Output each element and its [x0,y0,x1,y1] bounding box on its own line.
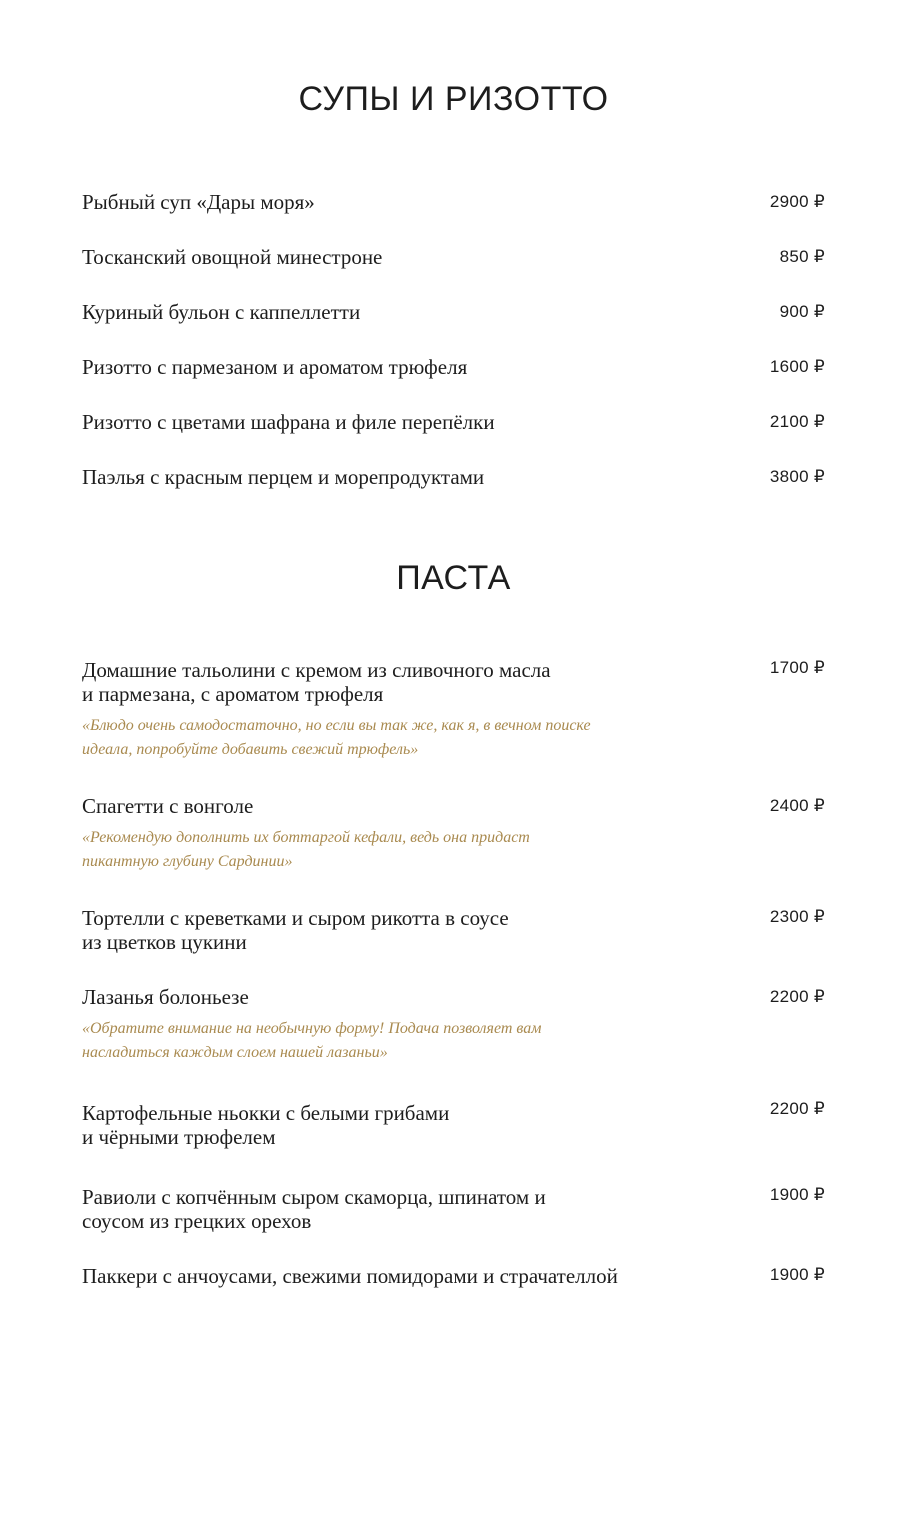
item-name: Ризотто с пармезаном и ароматом трюфеля [82,355,468,379]
section-title-soups: СУПЫ И РИЗОТТО [298,80,609,118]
menu-item [82,190,825,214]
price: 1600 ₽ [769,357,825,376]
item-name-line: соусом из грецких орехов [82,1209,312,1233]
menu-item [82,355,825,379]
item-name: Куриный бульон с каппеллетти [82,300,361,324]
menu-item [82,906,825,954]
menu-item [82,658,825,762]
item-name: Паэлья с красным перцем и морепродуктами [82,465,485,489]
price: 2100 ₽ [769,412,825,431]
item-name-line: Тортелли с креветками и сыром рикотта в соусе [82,906,509,930]
price: 1700 ₽ [769,658,825,677]
item-name-line: из цветков цукини [82,930,247,954]
menu-item [82,465,825,489]
menu-item [82,300,825,324]
item-name: Ризотто с цветами шафрана и филе перепёлки [82,410,495,434]
chef-note-line: пикантную глубину Сардинии» [82,853,293,870]
item-name: Тосканский овощной минестроне [82,245,383,269]
item-name: Рыбный суп «Дары моря» [82,190,315,214]
chef-note-line: идеала, попробуйте добавить свежий трюфель» [82,741,419,758]
price: 1900 ₽ [769,1185,825,1204]
chef-note [82,714,642,762]
item-name: Лазанья болоньезе [82,985,249,1009]
price: 2200 ₽ [769,1099,825,1118]
menu-item [82,1101,825,1149]
chef-note [82,1017,642,1065]
menu-item [82,245,825,269]
chef-note [82,826,642,874]
price: 2200 ₽ [769,987,825,1006]
section-title-pasta: ПАСТА [396,559,511,597]
item-name [82,1101,682,1149]
item-name: Спагетти с вонголе [82,794,254,818]
price: 1900 ₽ [769,1265,825,1284]
chef-note-line: «Рекомендую дополнить их боттаргой кефали, ведь она придаст [82,829,530,846]
price: 2900 ₽ [769,192,825,211]
item-name-line: Равиоли с копчённым сыром скаморца, шпинатом и [82,1185,546,1209]
item-name-line: и чёрными трюфелем [82,1125,276,1149]
item-name [82,906,682,954]
item-name [82,1185,682,1233]
menu-item [82,1185,825,1233]
item-name: Паккери с анчоусами, свежими помидорами и страчателлой [82,1264,618,1288]
price: 900 ₽ [779,302,825,321]
item-name-line: и пармезана, с ароматом трюфеля [82,682,384,706]
menu-item [82,794,825,874]
item-name-line: Картофельные ньокки с белыми грибами [82,1101,450,1125]
item-name [82,658,682,706]
chef-note-line: «Блюдо очень самодостаточно, но если вы так же, как я, в вечном поиске [82,717,591,734]
chef-note-line: «Обратите внимание на необычную форму! Подача позволяет вам [82,1020,542,1037]
chef-note-line: насладиться каждым слоем нашей лазаньи» [82,1044,388,1061]
menu-item [82,1264,825,1288]
item-name-line: Домашние тальолини с кремом из сливочного масла [82,658,551,682]
price: 3800 ₽ [769,467,825,486]
price: 850 ₽ [779,247,825,266]
menu-item [82,985,825,1065]
menu-item [82,410,825,434]
price: 2400 ₽ [769,796,825,815]
price: 2300 ₽ [769,907,825,926]
